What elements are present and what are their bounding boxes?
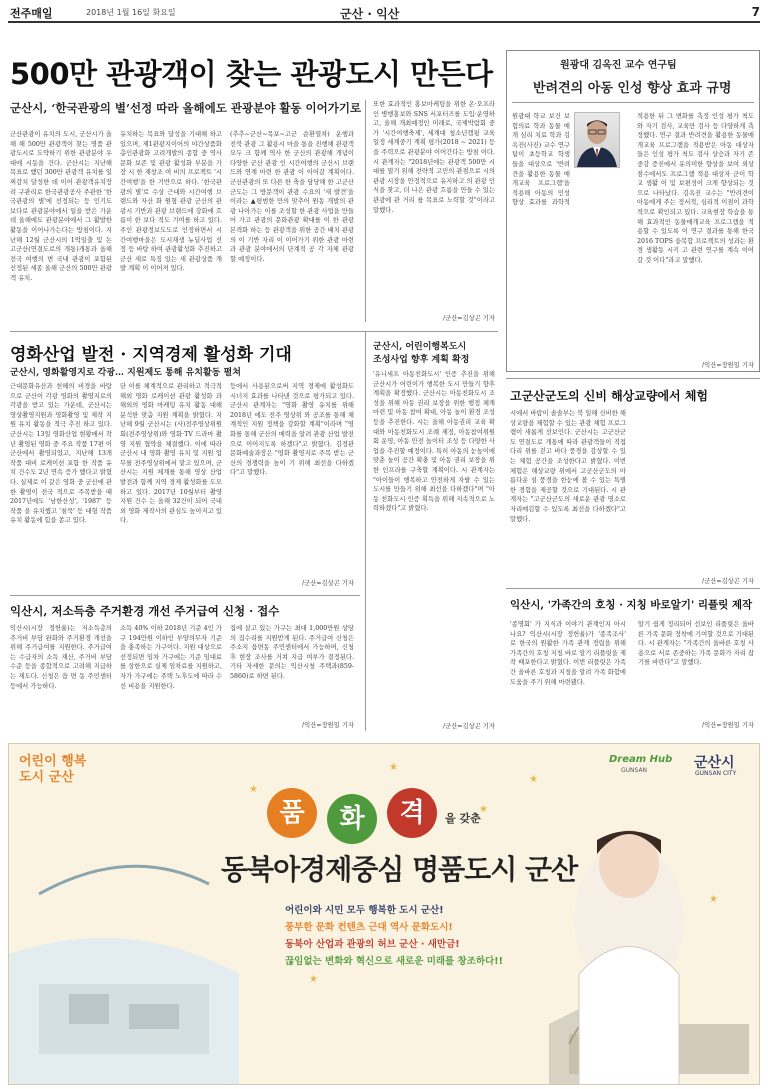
masthead <box>10 5 760 19</box>
divider <box>506 378 760 379</box>
family-col-2: 알기 쉽게 정리되어 선보인 리플릿은 올바른 가족 문화 정착에 기여할 것으로 기대된다. 시 관계자는 "가족간의 올바른 호칭 사용으로 서로 존중하는 가족 문화가 자리 잡기를 바란다"고 말했다. <box>638 621 754 667</box>
lead-byline: /군산=김상곤 기자 <box>443 315 495 322</box>
research-byline: /익산=장원일 기자 <box>702 362 754 369</box>
film-byline: /군산=김상곤 기자 <box>302 580 354 587</box>
ad-line-2: 풍부한 문화 컨텐츠 근대 역사 문화도시! <box>285 922 453 933</box>
divider <box>10 595 360 596</box>
gunsan-city-advertisement: ★ ★ ★ ★ ★ ★ 어린이 행복도시 군산 Dream Hub GUNSAN 군산시 GUNSAN CITY 품 화 격 을 갖춘 동북아경제중심 명품도시 군산 어린이와 시민 모두 행복한 도시 군산! 풍부한 문화 컨텐츠 근대 역사 문화도시! 동북아 산업과 관광의 허브 군산 · 새만금! 끊임없는 변화와 혁신으로 새로운 미래를 창조하다!! <box>8 743 760 1085</box>
film-col-1: 근대문화유산과 천혜의 비경을 바탕으로 군산이 각광 영화의 촬영지로의 각광을 받고 있는 가운데, 군산시는 영상촬영지원과 영화촬영 및 제작 지원 유치 활동을 적극 추진 하고 있다. 군산시는 13일 영화산업 현황에서 작년 촬영된 영화 중 주요 작품 17편 이 군산에서 촬영되었고, 지난해 13개 작품 대비 로케이션 포함 한 작품 유치 건수도 2년 연속 증가 했다고 밝혔다. 실제로 이 같은 영화 중 군산에 관한 촬영이 전국 적으로 주목받을 때 2017년에도 '남한산성', '1987' 등 작품 을 유치했고 '침묵' 등 대형 작품 유치 활동에 힘을 쏟고 있다. <box>10 383 112 525</box>
family-col-1: '종명회' 가 지식과 이야기 관계인지 아시나요? 익산시(시장 정헌율)가 '종족조사' 로 한국의 원활한 가족 관계 정립을 위해 가족간의 호칭 지칭 바로 알기 리플릿을 제작 배포한다고 밝혔다. 이번 리플릿은 가족 간 올바른 호칭과 지칭을 알려 가족 화합에 도움을 주기 위해 마련됐다. <box>510 621 626 686</box>
kogunsan-headline: 고군산군도의 신비 해상교량에서 체험 <box>510 389 709 403</box>
kogunsan-col-1: 시에서 바람이 솔솔부는 북 일해 신비한 해상교량을 체험할 수 있는 관광 체험 프로그램이 새롭게 선보인다. 군산시는 고군산군도 연결도로 개통에 따라 관광객들이 직접 다리 위를 걷고 바다 풍경을 감상할 수 있는 체험 공간을 조성한다고 밝혔다. 이번 체험은 해상교량 위에서 고군산군도의 아름다운 섬 풍경을 한눈에 볼 수 있는 특별한 경험을 제공할 것으로 기대된다. 시 관계자는 "고군산군도의 새로운 관광 명소로 자리매김할 수 있도록 최선을 다하겠다"고 말했다. <box>510 410 626 523</box>
lead-headline: 500만 관광객이 찾는 관광도시 만든다 <box>10 57 493 91</box>
housing-col-1: 익산시(시장 정헌율)는 저소득층의 주거비 부담 완화와 주거환경 개선을 위해 주거급여를 지원한다. 주거급여는 수급자의 소득 재산, 주거비 부담 수준 등을 종합적으로 고려해 지급하는 제도다. 신청은 읍 면 동 주민센터 등에서 가능하다. <box>10 625 112 690</box>
research-headline: 반려견의 아동 인성 향상 효과 규명 <box>533 81 732 96</box>
divider <box>365 100 366 322</box>
dreamhub-logo: Dream Hub <box>609 754 673 765</box>
research-kicker: 원광대 김옥진 교수 연구팀 <box>560 60 677 71</box>
children-body: '유니세프 아동친화도시' 인증 추진을 위해 군산시가 어린이가 행복한 도시 만들기 향후 계획을 확정했다. 군산시는 아동친화도시 조성을 위해 아동 권리 보장을 위한 행정 체계 마련 및 아동 참여 확대, 아동 놀이 환경 조성 등을 추진한다. 시는 올해 아동권리 교육 확대와 아동친화도시 조례 제정, 아동참여위원회 운영, 아동 안전 놀이터 조성 등 다양한 사업을 추진할 예정이다. 특히 아동의 눈높이에 맞춘 놀이 공간 확충 및 아동 권리 보장을 위한 인프라를 구축할 계획이다. 시 관계자는 "아이들이 행복하고 안전하게 자랄 수 있는 도시를 만들기 위해 최선을 다하겠다"며 "아동 친화도시 인증 획득을 위해 지속적으로 노력하겠다"고 밝혔다. <box>373 371 495 513</box>
main-slogan: 동북아경제중심 명품도시 군산 <box>221 853 578 886</box>
kogunsan-byline: /군산=김상곤 기자 <box>702 578 754 585</box>
ad-line-4: 끊임없는 변화와 혁신으로 새로운 미래를 창조하다!! <box>285 956 503 967</box>
film-subhead: 군산시, 영화활영지로 각광… 지원제도 통해 유치활동 펼쳐 <box>10 368 241 378</box>
lead-col-2: 유치하는 목표와 달성을 기대해 하고 있으며, 제1관광지이어의 야간상품화 총인관광화 고려개발의 종합 중 역사문화 보존 및 관광 활성화 부분을 가장 시 한 재창조 여 비의 프로젝트 '시간여행'을 한 기반으로 하다. '한국관광의 별'로 수상 근대와 시간여행 브랜드와 자산 화 원형 관광 군산의 관광시 기반과 관광 브랜드에 강화에 흐름이 한 보다 적도 기여를 하고 있다. 주인 관광정보도도로 인정하면서 시간여행마을은 도시재생 뉴딜사업 선정 등 바탕 하여 관광활성화 추진하고 군산 새로 특징 있는 새 관광상품 개발 계획 이 이어져 있다. <box>120 131 222 273</box>
family-headline: 익산시, '가족간의 호칭 · 지칭 바로알기' 리플릿 제작 <box>510 599 753 611</box>
research-col-1b <box>512 210 626 365</box>
housing-col-3: 집에 살고 있는 가구는 최대 1,000만원 상당의 집수리를 지원받게 된다. 주거급여 신청은 주소지 읍면동 주민센터에서 가능하며, 신청 후 현장 조사를 거쳐 지급 여부가 결정된다. 기타 자세한 문의는 익산시청 주택과(859-5860)로 하면 된다. <box>230 625 354 680</box>
film-headline: 영화산업 발전 · 지역경제 활성화 기대 <box>10 345 292 365</box>
lead-subhead: 군산시, ‘한국관광의 별’선정 따라 올해에도 관광분야 활동 이어가기로 <box>10 101 362 115</box>
kogunsan-col-2 <box>638 409 754 574</box>
slogan-char-3: 격 <box>387 788 437 838</box>
slogan-char-2: 화 <box>327 794 377 844</box>
housing-col-2: 소득 40% 이하 2018년 기준 4인 가구 194만원 이하인 부양의무자 기준을 충족하는 가구이다. 지원 대상으로 선정되면 임차 가구에는 기준 임대료를 상한으로 실제 임차료를 지원하고, 자가 가구에는 주택 노후도에 따라 수선 비용을 지원한다. <box>120 625 222 690</box>
gunsan-city-logo-sub: GUNSAN CITY <box>695 770 737 777</box>
ad-corner-title: 어린이 행복도시 군산 <box>19 754 87 785</box>
slogan-char-1: 품 <box>267 788 317 838</box>
divider <box>365 331 366 731</box>
research-col-1a: 원광대 학교 보건 보험의료 학과 동물 매개 심리 치료 학과 김옥진(사진) 교수 연구팀이 초등학교 학생들을 대상으로 '반려견을 활용한 동물 매개교육 프로그램'을 적용해 아동의 인성 향상 효과를 과학적 <box>512 113 570 206</box>
film-col-2: 단 이를 체계적으로 관리하고 적극적 해외 영화 로케이션 관광 활성화 과 해외의 영화 마케팅 유치 활동 대해 분석한 맞춤 지원 계획을 밝혔다. 지난해 9월 군산시는 (사)전주영상위원회(전주영상위)와 영화·TV 드라마 촬영 지원 협약을 체결했다. 이에 따라 군산시 내 영화 촬영 유치 및 지원 업무를 전주영상위에서 맡고 있으며, 군산시는 지원 체계를 통해 영상 산업 발전과 함께 지역 경제 활성화를 도모하고 있다. 2017년 10월부터 촬영 지원 건수 는 올해 32건이 되어 국내외 영화 제작사의 관심도 높아지고 있다. <box>120 383 222 525</box>
housing-headline: 익산시, 저소득층 주거환경 개선 주거급여 신청 · 접수 <box>10 604 280 618</box>
section-name: 군산 · 익산 <box>340 7 400 21</box>
professor-portrait <box>574 112 620 168</box>
lead-col-3: (추추~군산~목포~고군 순환열차) 운행과 전북 관광 그 활용시 마을 통을 진행해 관광객 모두 크 함께 역사 한 군산의 관광해 개념이 다양한 군산 관광 인 시간여행의 군산시 브랜드와 연계 마련 한 관광 이 이어갈 계획이다. 군산관광의 또 다른 한 축을 담당해 한 고군산군도는 그 방문객이 관광 수요의 '새 발견'을 이라는 ▲평범한 만의 맞추어 원동 개발의 관광 나아가는 이를 조성할 한 관광 사업을 만들어 가고 관광의 문화관광 확대를 이 한 관광 본격화 하는 등 관광객을 위한 공간 배치 관광의 이 기반 자리 이 이어가기 위한 관광 마련과 관광 분야에서의 단계적 공 각 자체 관광 할 예정이다. <box>230 131 354 263</box>
lead-col-1: 군산관광이 유치의 도시, 군산시가 올해 해 500만 관광객이 찾는 명품 관광도시로 도약하기 위한 관광분야 우대에 시동을 건다. 군산시는 지난해 목표로 했던 300만 관광객 유치를 일찌감치 달성한 데 이어 관광객유치장려 구관리로 한국관광공사 주관한 '한국관광의 별'에 선정되는 등 인기도 보다로 관광분야에서 일을 받은 가운데 올해에도 관광분야에서 그 활발한 활동을 이어나가는다는 방침이다. 지난해 12월 군산시의 1억일출 및 논 고군산(연결도로의 개통)개통과 올해 전국 여행의 변 국내 관광이 포함된 선정된 세종 올해 군산의 500만 관광객 유치. <box>10 131 112 282</box>
issue-date: 2018년 1월 16일 화요일 <box>86 8 176 17</box>
ad-line-1: 어린이와 시민 모두 행복한 도시 군산! <box>285 905 444 916</box>
divider <box>10 331 498 332</box>
research-col-2: 적용한 뒤 그 변화를 측정 인성 평가 척도와 자기 검사, 교육만 검사 등 다양하게 측정했다. 연구 결과 반려견을 활용한 동물매개교육 프로그램을 적용받은 아동 대상자들은 인성 평가 척도 검사 상승과 자기 존중감 증진에서 유의미한 향상을 보여 외상 점수에서도 프로그램 적용 대상자 군이 학교 생활 이 및 보편성이 크게 향상되는 것으로 나타났다. 김옥진 교수는 "반려견이 아동에게 주는 정서적, 심리적 이점이 과학적으로 확인되고 있다. 교육현장 학습을 통해 효과적인 동물매개교육 프로그램을 적용할 수 있도록 이 연구 결과를 통해 한국 2016 TOPS 융복합 프로젝트의 성과는 환경 생활동 시키 고 관련 연구를 계속 이어 갈 것 이다"라고 말했다. <box>637 113 754 264</box>
ad-line-3: 동북아 산업과 관광의 허브 군산 · 새만금! <box>285 939 460 950</box>
gunsan-city-logo: 군산시 <box>694 755 735 771</box>
page-number: 7 <box>751 5 760 19</box>
dreamhub-sub: GUNSAN <box>621 767 648 774</box>
divider <box>506 588 760 589</box>
lead-col-4: 또한 효과적인 홍보마케팅을 위한 온·오프라인 병행홍보와 SNS 서포터즈를 도입·운영하고, 올해 개최예정인 미래로, 국제박람회 중 가 '시간여행축제', 세계대 청소년캠핑 교육 일정 세계중기 계획 평가(2018 ~ 2021) 등 을 주력으로 관광분야 이어간다는 방침 이다. 시 관계자는 "2018년에는 관광객 500만 시대를 열기 위해 전략적 고민의 관점으로 시의 관광 시장을 안정적으로 유지하고 의 관광 인식을 찾고, 더 나은 관광 흐름을 만들 수 있는 관광에 관 거리 를 목표로 노력할 것"이라고 말했다. <box>373 101 495 214</box>
family-byline: /익산=장원일 기자 <box>702 722 754 729</box>
housing-byline: /익산=장원일 기자 <box>302 722 354 729</box>
slogan-tail: 을 갖춘 <box>445 812 481 825</box>
research-rule <box>512 102 754 103</box>
masthead-rule <box>8 21 760 23</box>
children-headline-2: 조성사업 향후 계획 확정 <box>373 355 470 365</box>
publication-name: 전주매일 <box>10 7 53 20</box>
children-headline: 군산시, 어린이행복도시 <box>373 342 467 352</box>
film-col-3: 등에서 사용된으로써 지역 경제에 활성화도 시너지 효과를 나타낸 것으로 평가되고 있다. 군산시 관계자는 "영화 촬영 유치를 위해 2018년 에도 전주 영상위 와 공조를 통해 체계적인 지원 정책을 강화할 계획"이라며 "영화를 통해 군산의 매력을 알려 관광 산업 발전으로 이어지도록 하겠다"고 밝혔다. 김정관 문화예술과장은 "영화 촬영지로 주목 받는 군산의 경쟁력을 높이 기 위해 최선을 다하겠다"고 말했다. <box>230 383 354 477</box>
children-byline: /군산=김상곤 기자 <box>443 723 495 730</box>
